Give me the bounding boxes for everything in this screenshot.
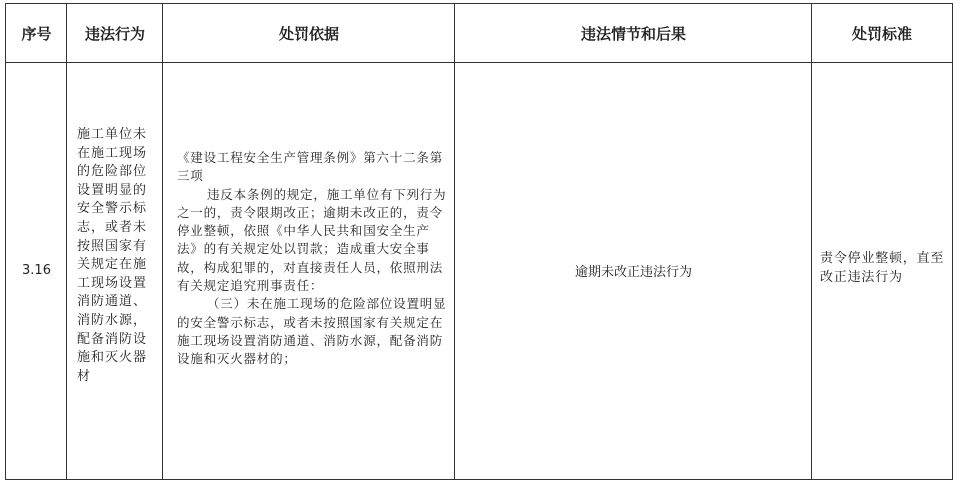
penalty-table: [5, 3, 953, 480]
basis-paragraph-2: （三）未在施工现场的危险部位设置明显的安全警示标志，或者未按照国家有关规定在施工现场设置消防通道、消防水源，配备消防设施和灭火器材的；: [177, 296, 447, 367]
cell-behavior: 施工单位未在施工现场的危险部位设置明显的安全警示标志，或者未按照国家有关规定在施工现场设置消防通道、消防水源，配备消防设施和灭火器材: [77, 127, 148, 384]
header-seq: 序号: [21, 24, 52, 43]
basis-title: 《建设工程安全生产管理条例》第六十二条第三项: [177, 150, 444, 184]
header-circumstances: 违法情节和后果: [580, 24, 686, 43]
cell-seq: 3.16: [22, 263, 51, 278]
cell-circumstances: 逾期未改正违法行为: [574, 265, 692, 280]
header-basis: 处罚依据: [278, 24, 339, 43]
basis-paragraph-1: 违反本条例的规定，施工单位有下列行为之一的，责令限期改正；逾期未改正的，责令停业整顿，依照《中华人民共和国安全生产法》的有关规定处以罚款；造成重大安全事故，构成犯罪的，对直接责任人员，依照刑法有关规定追究刑事责任：: [177, 186, 447, 294]
cell-basis: [163, 62, 455, 479]
header-standard: 处罚标准: [851, 24, 912, 43]
cell-standard: 责令停业整顿，直至改正违法行为: [820, 251, 945, 285]
header-behavior: 违法行为: [84, 24, 145, 43]
